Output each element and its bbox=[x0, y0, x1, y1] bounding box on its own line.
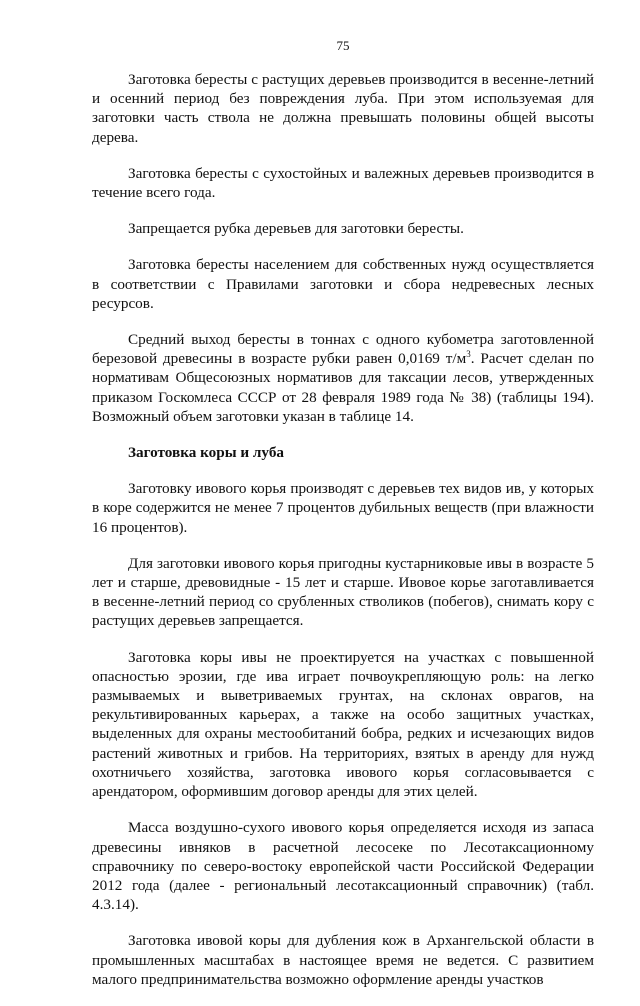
paragraph-bark-mass: Масса воздушно-сухого ивового корья определяется исходя из запаса древесины ивняков в расчетной лесосеке по Лесотаксационному справочнику по северо-востоку европейской части Российской Федерации 2012 года (далее - региональный лесотаксационный справочник) (табл. 4.3.14). bbox=[92, 819, 594, 914]
paragraph-willow-bark-species: Заготовку ивового корья производят с деревьев тех видов ив, у которых в коре содержится не менее 7 процентов дубильных веществ (при влажности 16 процентов). bbox=[92, 480, 594, 536]
paragraph-average-yield bbox=[92, 330, 594, 426]
yield-text-after: . Расчет сделан по нормативам Общесоюзных нормативов для таксации лесов, утвержденных приказом Госкомлеса СССР от 28 февраля 1989 года № 38) (таблицы 194). Возможный объем заготовки указан в таблице 14. bbox=[92, 350, 594, 425]
paragraph-felling-prohibited: Запрещается рубка деревьев для заготовки бересты. bbox=[128, 220, 464, 238]
paragraph-industrial-harvest: Заготовка ивовой коры для дубления кож в Архангельской области в промышленных масштабах в настоящее время не ведется. С развитием малого предпринимательства возможно оформление аренды участков bbox=[92, 932, 594, 988]
yield-text-before: Средний выход бересты в тоннах с одного кубометра заготовленной березовой древесины в возрасте рубки равен 0,0169 т/м bbox=[92, 331, 594, 368]
section-heading: Заготовка коры и луба bbox=[128, 444, 285, 462]
yield-superscript: 3 bbox=[466, 349, 471, 360]
document-body bbox=[92, 70, 594, 1006]
paragraph-birch-bark-dead-trees: Заготовка бересты с сухостойных и валежных деревьев производится в течение всего года. bbox=[92, 164, 594, 202]
page-number: 75 bbox=[336, 38, 350, 53]
paragraph-willow-bark-age: Для заготовки ивового корья пригодны кустарниковые ивы в возрасте 5 лет и старше, древовидные - 15 лет и старше. Ивовое корье заготавливается в весенне-летний период со срубленных стволиков (побегов), снимать кору с растущих деревьев запрещается. bbox=[92, 554, 594, 630]
paragraph-birch-bark-living-trees: Заготовка бересты с растущих деревьев производится в весенне-летний и осенний период без повреждения луба. При этом используемая для заготовки часть ствола не должна превышать половины общей высоты дерева. bbox=[92, 71, 594, 146]
paragraph-own-needs: Заготовка бересты населением для собственных нужд осуществляется в соответствии с Правилами заготовки и сбора недревесных лесных ресурсов. bbox=[92, 256, 594, 312]
paragraph-erosion-restrictions: Заготовка коры ивы не проектируется на участках с повышенной опасностью эрозии, где ива играет почвоукрепляющую роль: на легко размываемых и выветриваемых грунтах, на склонах оврагов, на рекультивированных карьерах, а также на особо защитных участках, выделенных для охраны местообитаний бобра, редких и исчезающих видов растений животных и грибов. На территориях, взятых в аренду для нужд охотничьего хозяйства, заготовка ивового корья согласовывается с арендатором, оформившим договор аренды для этих целей. bbox=[92, 648, 594, 801]
